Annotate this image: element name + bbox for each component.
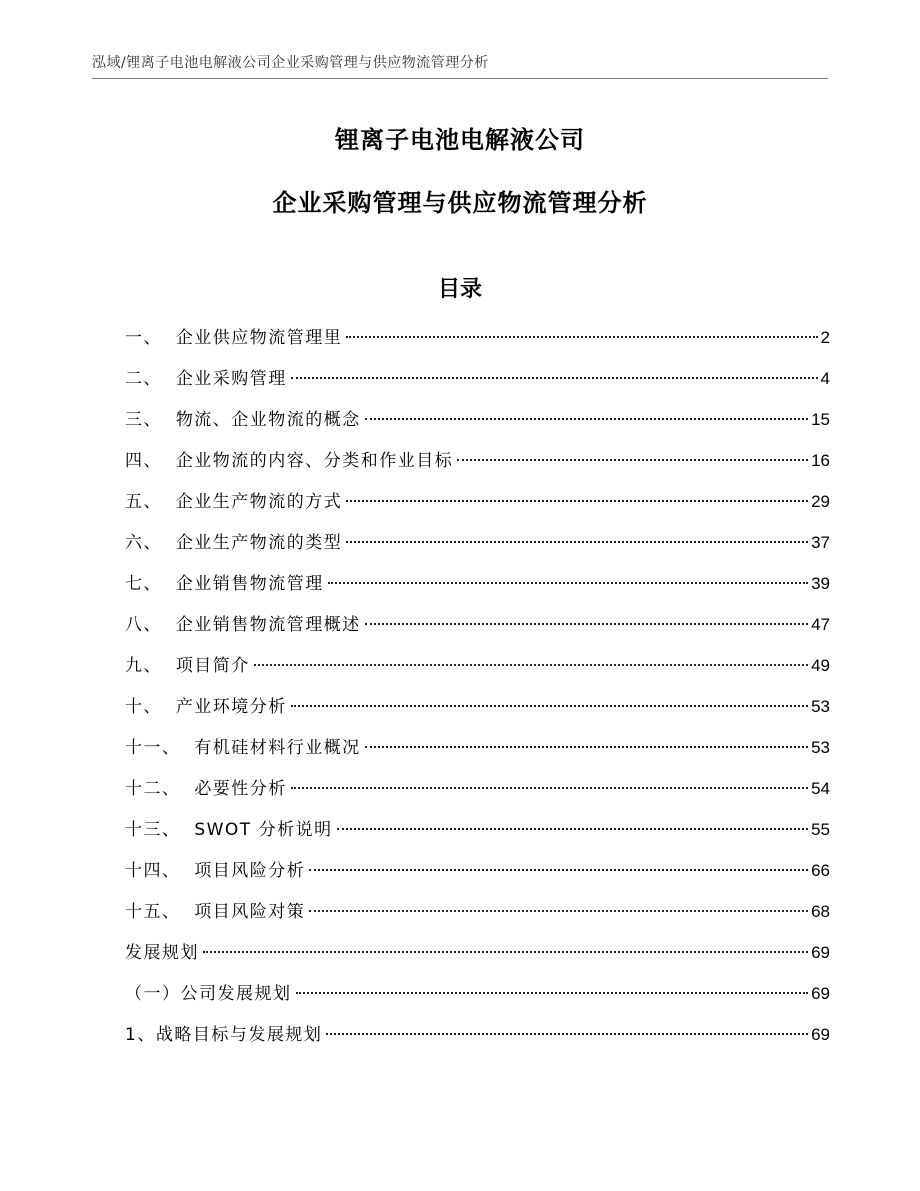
toc-entry[interactable] [125,733,830,774]
toc-entry[interactable] [125,446,830,487]
toc-entry[interactable] [125,569,830,610]
toc-entry[interactable] [125,487,830,528]
toc-dot-leader [296,992,809,994]
toc-entry-label[interactable]: 项目风险对策 [194,902,306,922]
toc-entry-page-number[interactable]: 47 [811,615,830,634]
toc-dot-leader [346,541,808,543]
toc-entry[interactable] [125,610,830,651]
toc-entry-number: 十二、 [125,779,195,799]
toc-heading: 目录 [437,277,482,302]
toc-entry-number: 十四、 [125,861,195,881]
toc-entry[interactable] [125,405,830,446]
toc-dot-leader [309,869,808,871]
toc-entry-label[interactable]: （一）公司发展规划 [125,984,292,1004]
toc-entry-page-number[interactable]: 15 [811,410,830,429]
running-header: 泓域/锂离子电池电解液公司企业采购管理与供应物流管理分析 [92,55,489,71]
toc-entry-number: 三、 [125,410,176,430]
toc-entry[interactable] [125,651,830,692]
toc-entry-page-number[interactable]: 37 [811,533,830,552]
toc-dot-leader [254,664,808,666]
toc-entry-page-number[interactable]: 55 [811,820,830,839]
toc-entry-number: 六、 [125,533,176,553]
toc-entry-number: 十一、 [125,738,195,758]
toc-entry-number: 十、 [125,697,176,717]
toc-entry-page-number[interactable]: 69 [811,1025,830,1044]
toc-entry[interactable] [125,1020,830,1061]
toc-entry[interactable] [125,323,830,364]
toc-entry[interactable] [125,774,830,815]
toc-entry[interactable] [125,364,830,405]
toc-entry[interactable] [125,897,830,938]
toc-entry-page-number[interactable]: 66 [811,861,830,880]
toc-entry-page-number[interactable]: 69 [811,984,830,1003]
toc-dot-leader [337,828,808,830]
document-title-line-2: 企业采购管理与供应物流管理分析 [272,189,648,217]
toc-entry-number: 十三、 [125,820,195,840]
toc-dot-leader [291,377,818,379]
toc-entry[interactable] [125,692,830,733]
toc-entry-number: 七、 [125,574,176,594]
toc-entry[interactable] [125,856,830,897]
toc-entry[interactable] [125,979,830,1020]
toc-entry-page-number[interactable]: 4 [820,369,830,388]
toc-dot-leader [365,418,808,420]
toc-entry-number: 一、 [125,328,176,348]
toc-dot-leader [309,910,808,912]
toc-entry-label[interactable]: 产业环境分析 [175,697,287,717]
toc-entry-page-number[interactable]: 29 [811,492,830,511]
toc-entry-label[interactable]: 企业供应物流管理里 [175,328,343,348]
toc-entry-number: 九、 [125,656,176,676]
toc-entry-number: 五、 [125,492,176,512]
toc-entry[interactable] [125,815,830,856]
toc-entry-label[interactable]: 企业销售物流管理概述 [175,615,361,635]
toc-entry-page-number[interactable]: 53 [811,697,830,716]
document-title-line-1: 锂离子电池电解液公司 [335,126,585,154]
toc-dot-leader [291,787,808,789]
toc-entry-label[interactable]: 企业物流的内容、分类和作业目标 [175,451,454,471]
toc-dot-leader [346,500,808,502]
toc-entry-label[interactable]: 1、战略目标与发展规划 [125,1025,323,1045]
toc-dot-leader [291,705,808,707]
toc-entry-label[interactable]: 企业销售物流管理 [175,574,324,594]
toc-entry-label[interactable]: 发展规划 [125,943,199,963]
toc-dot-leader [365,746,808,748]
toc-dot-leader [346,336,817,338]
toc-entry-number: 八、 [125,615,176,635]
table-of-contents [125,323,830,1061]
toc-dot-leader [203,951,808,953]
toc-entry-page-number[interactable]: 53 [811,738,830,757]
toc-entry-page-number[interactable]: 39 [811,574,830,593]
toc-entry-page-number[interactable]: 16 [811,451,830,470]
toc-dot-leader [365,623,808,625]
toc-entry-label[interactable]: SWOT 分析说明 [194,820,333,840]
toc-entry-label[interactable]: 企业生产物流的类型 [175,533,343,553]
toc-entry-page-number[interactable]: 2 [820,328,830,347]
toc-dot-leader [328,582,808,584]
toc-entry[interactable] [125,528,830,569]
toc-entry-label[interactable]: 项目风险分析 [194,861,306,881]
toc-entry-page-number[interactable]: 49 [811,656,830,675]
toc-entry-page-number[interactable]: 54 [811,779,830,798]
toc-entry-label[interactable]: 项目简介 [175,656,250,676]
toc-entry-label[interactable]: 企业采购管理 [175,369,287,389]
toc-entry-label[interactable]: 有机硅材料行业概况 [194,738,361,758]
toc-entry-number: 十五、 [125,902,195,922]
toc-entry-number: 四、 [125,451,176,471]
toc-entry-page-number[interactable]: 68 [811,902,830,921]
toc-dot-leader [457,459,808,461]
toc-entry-label[interactable]: 必要性分析 [194,779,287,799]
header-divider [92,78,828,79]
toc-entry-label[interactable]: 企业生产物流的方式 [175,492,343,512]
toc-dot-leader [326,1033,808,1035]
toc-entry-number: 二、 [125,369,176,389]
toc-entry[interactable] [125,938,830,979]
toc-entry-label[interactable]: 物流、企业物流的概念 [175,410,361,430]
toc-entry-page-number[interactable]: 69 [811,943,830,962]
